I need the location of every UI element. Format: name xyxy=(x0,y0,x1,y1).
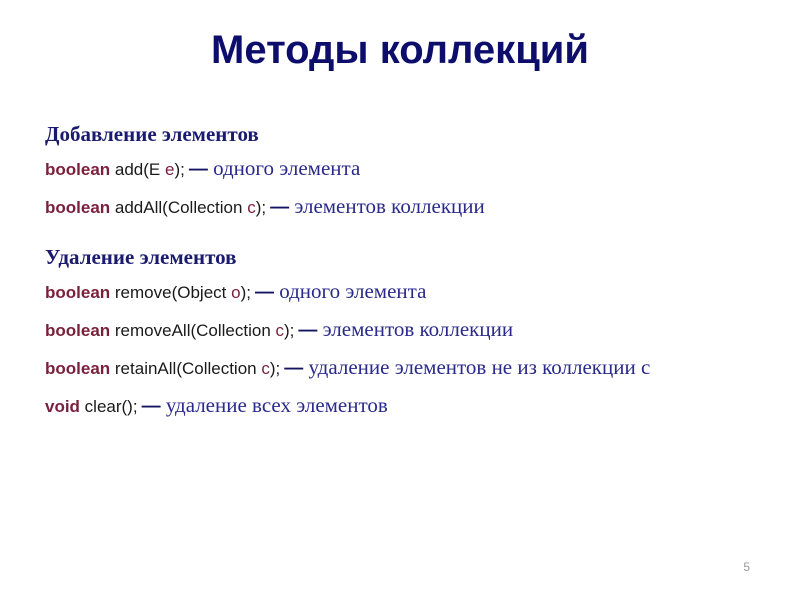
section-heading: Добавление элементов xyxy=(45,122,259,146)
method-parameter: c xyxy=(275,321,285,340)
page-number: 5 xyxy=(743,560,750,574)
method-description: одного элемента xyxy=(273,279,427,303)
method-signature: removeAll(Collection xyxy=(110,321,276,340)
section-adding xyxy=(45,120,765,221)
method-signature-end: ); xyxy=(240,283,251,302)
method-signature-end: ); xyxy=(284,321,295,340)
method-line-add xyxy=(45,156,765,183)
return-type: boolean xyxy=(45,283,111,302)
dash-separator: — xyxy=(270,197,290,218)
method-parameter: o xyxy=(231,283,241,302)
dash-separator: — xyxy=(298,320,318,341)
method-signature: add(E xyxy=(110,160,165,179)
dash-separator: — xyxy=(284,358,304,379)
method-line-clear xyxy=(45,393,765,420)
method-line-retainall xyxy=(45,355,765,382)
method-line-remove xyxy=(45,279,765,306)
method-line-addall xyxy=(45,194,765,221)
section-heading: Удаление элементов xyxy=(45,245,237,269)
method-signature: clear(); xyxy=(79,397,138,416)
method-description: удаление всех элементов xyxy=(160,393,388,417)
method-signature: remove(Object xyxy=(110,283,232,302)
method-description: элементов коллекции xyxy=(317,317,514,341)
dash-separator: — xyxy=(141,396,161,417)
method-description: удаление элементов не из коллекции c xyxy=(303,355,651,379)
method-signature-end: ); xyxy=(269,359,281,378)
section-removing xyxy=(45,243,765,420)
method-description: элементов коллекции xyxy=(289,194,485,218)
return-type: boolean xyxy=(45,198,111,217)
method-signature: addAll(Collection xyxy=(110,198,248,217)
slide-title: Методы коллекций xyxy=(211,28,589,72)
method-parameter: e xyxy=(164,160,175,179)
method-line-removeall xyxy=(45,317,765,344)
method-parameter: c xyxy=(261,359,270,378)
return-type: void xyxy=(45,397,80,416)
dash-separator: — xyxy=(188,159,208,180)
method-signature: retainAll(Collection xyxy=(110,359,262,378)
return-type: boolean xyxy=(45,359,111,378)
dash-separator: — xyxy=(254,282,274,303)
method-description: одного элемента xyxy=(207,156,361,180)
return-type: boolean xyxy=(45,321,111,340)
method-parameter: c xyxy=(247,198,256,217)
return-type: boolean xyxy=(45,160,111,179)
method-signature-end: ); xyxy=(174,160,185,179)
slide-content xyxy=(45,120,765,431)
method-signature-end: ); xyxy=(255,198,267,217)
